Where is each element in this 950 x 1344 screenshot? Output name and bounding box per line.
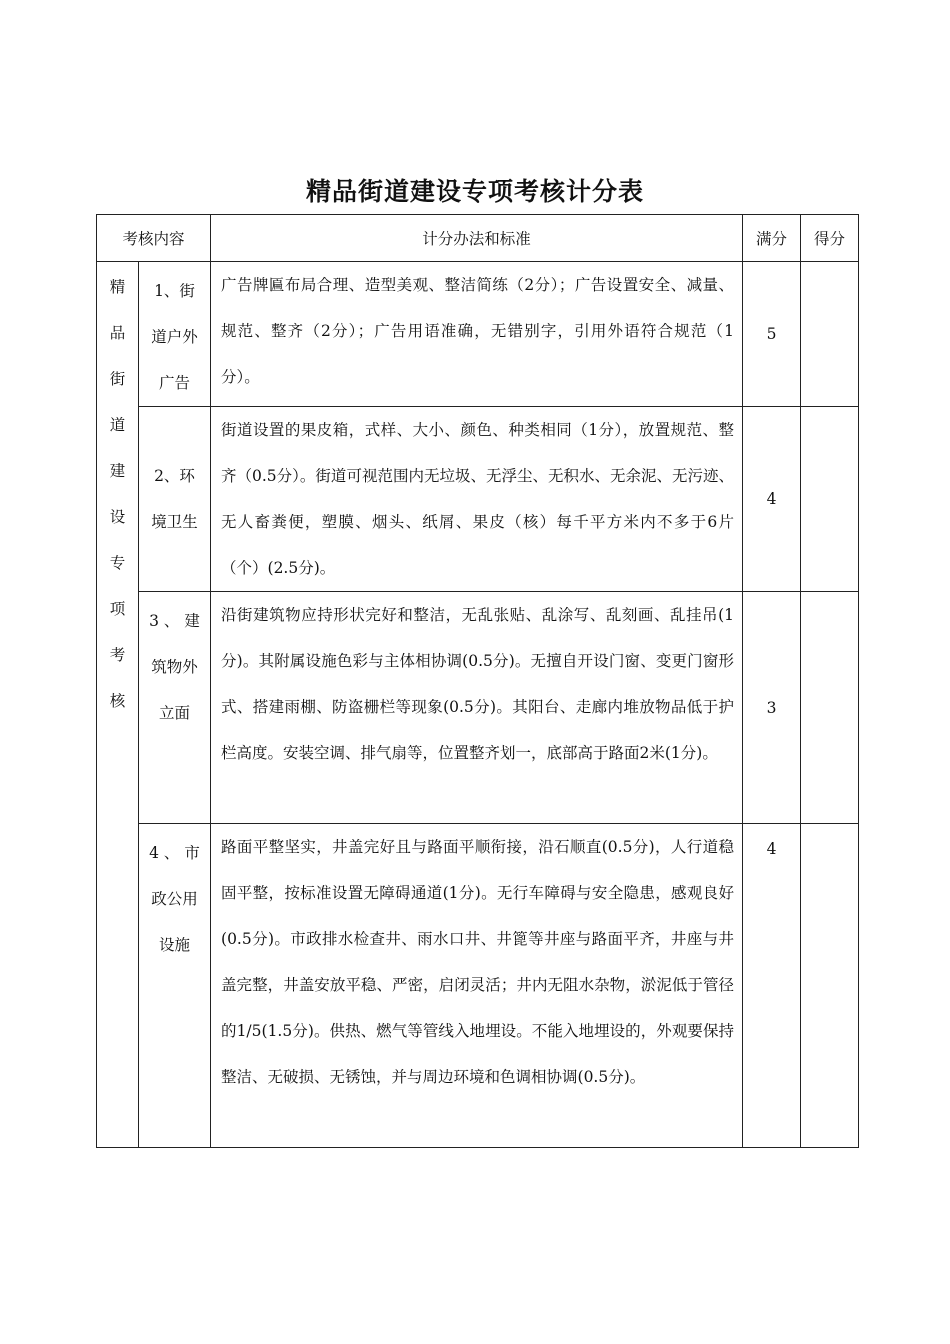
table-row bbox=[97, 824, 859, 1148]
category-char: 品 bbox=[109, 324, 126, 342]
table-row bbox=[97, 592, 859, 824]
criteria-text: 广告牌匾布局合理、造型美观、整洁简练（2分）；广告设置安全、减量、规范、整齐（2分）；广告用语准确，无错别字，引用外语符合规范（1分）。 bbox=[211, 262, 743, 407]
full-score: 3 bbox=[743, 592, 801, 824]
category-cell bbox=[97, 262, 139, 1148]
table-row bbox=[97, 407, 859, 592]
header-content: 考核内容 bbox=[97, 215, 211, 262]
score-table bbox=[96, 214, 859, 1148]
full-score: 4 bbox=[743, 407, 801, 592]
score-cell[interactable] bbox=[801, 824, 859, 1148]
header-method: 计分办法和标准 bbox=[211, 215, 743, 262]
category-char: 考 bbox=[109, 646, 126, 664]
score-cell[interactable] bbox=[801, 262, 859, 407]
criteria-text: 街道设置的果皮箱，式样、大小、颜色、种类相同（1分），放置规范、整齐（0.5分）。街道可视范围内无垃圾、无浮尘、无积水、无余泥、无污迹、无人畜粪便，塑膜、烟头、纸屑、果皮（核）每千平方米内不多于6片（个）(2.5分)。 bbox=[211, 407, 743, 592]
item-label: 3 、 建筑物外立面 bbox=[139, 592, 211, 824]
table-row bbox=[97, 262, 859, 407]
score-cell[interactable] bbox=[801, 407, 859, 592]
criteria-text: 沿街建筑物应持形状完好和整洁，无乱张贴、乱涂写、乱刻画、乱挂吊(1分)。其附属设施色彩与主体相协调(0.5分)。无擅自开设门窗、变更门窗形式、搭建雨棚、防盗栅栏等现象(0.5分)。其阳台、走廊内堆放物品低于护栏高度。安装空调、排气扇等，位置整齐划一，底部高于路面2米(1分)。 bbox=[211, 592, 743, 824]
full-score: 4 bbox=[743, 824, 801, 1148]
item-label: 1、街道户外广告 bbox=[139, 262, 211, 407]
category-char: 道 bbox=[109, 416, 126, 434]
item-label: 2、环境卫生 bbox=[139, 407, 211, 592]
category-char: 建 bbox=[109, 462, 126, 480]
header-full: 满分 bbox=[743, 215, 801, 262]
full-score: 5 bbox=[743, 262, 801, 407]
category-char: 核 bbox=[109, 692, 126, 710]
criteria-text: 路面平整坚实，井盖完好且与路面平顺衔接，沿石顺直(0.5分)，人行道稳固平整，按标准设置无障碍通道(1分)。无行车障碍与安全隐患，感观良好(0.5分)。市政排水检查井、雨水口井、井篦等井座与路面平齐，井座与井盖完整，井盖安放平稳、严密，启闭灵活；井内无阻水杂物，淤泥低于管径的1/5(1.5分)。供热、燃气等管线入地埋设。不能入地埋设的，外观要保持整洁、无破损、无锈蚀，并与周边环境和色调相协调(0.5分)。 bbox=[211, 824, 743, 1148]
category-char: 专 bbox=[109, 554, 126, 572]
category-char: 精 bbox=[109, 278, 126, 296]
header-score: 得分 bbox=[801, 215, 859, 262]
category-char: 项 bbox=[109, 600, 126, 618]
score-cell[interactable] bbox=[801, 592, 859, 824]
item-label: 4 、 市政公用设施 bbox=[139, 824, 211, 1148]
category-char: 街 bbox=[109, 370, 126, 388]
page-title: 精品街道建设专项考核计分表 bbox=[305, 177, 644, 206]
table-header-row bbox=[97, 215, 859, 262]
category-char: 设 bbox=[109, 508, 126, 526]
